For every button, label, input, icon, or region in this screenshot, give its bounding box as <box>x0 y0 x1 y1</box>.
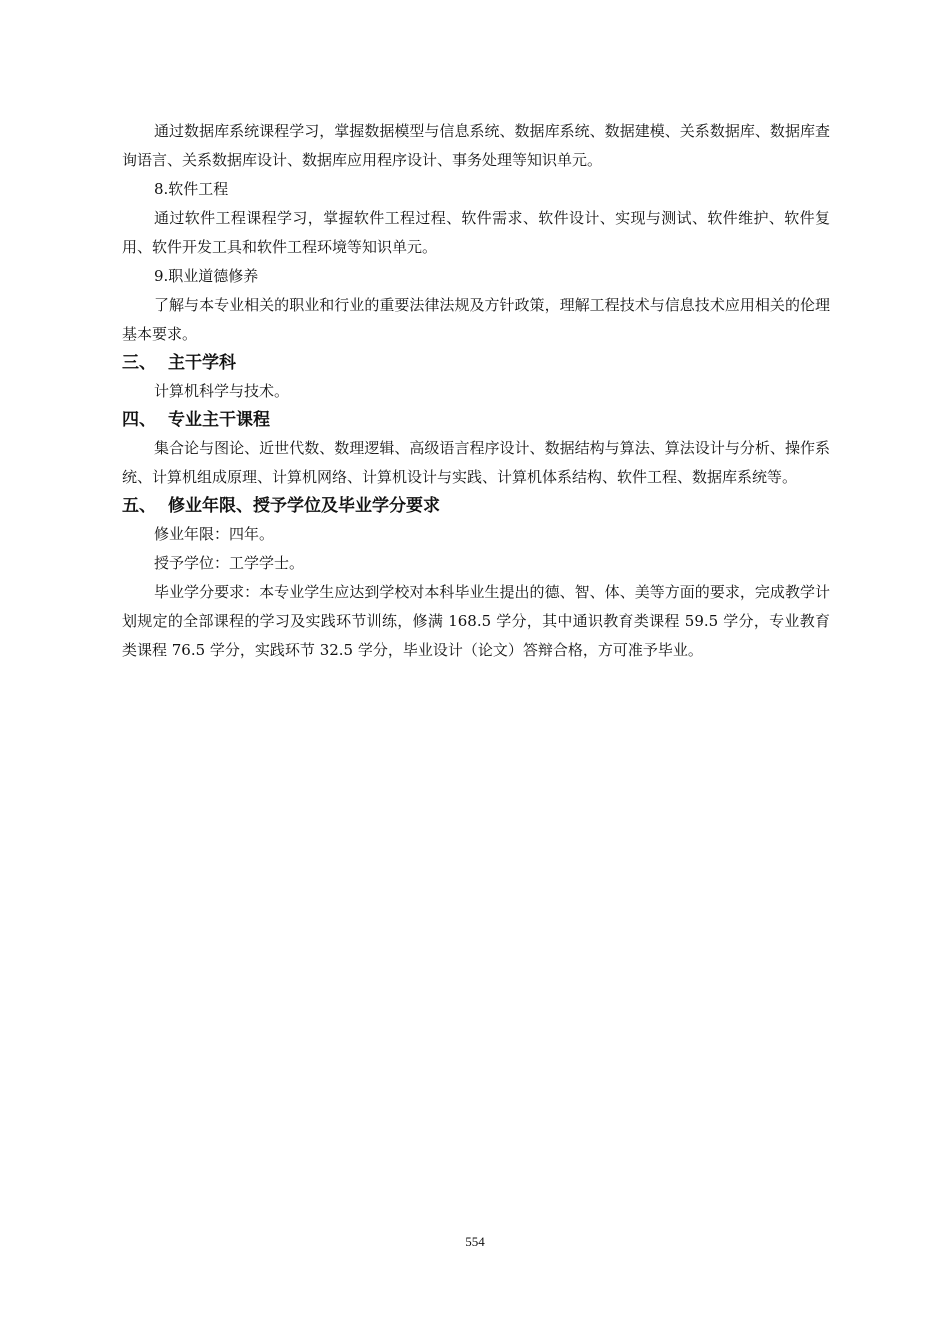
page-content <box>122 117 830 665</box>
software-engineering-description: 通过软件工程课程学习，掌握软件工程过程、软件需求、软件设计、实现与测试、软件维护、软件复用、软件开发工具和软件工程环境等知识单元。 <box>122 209 830 256</box>
study-years-text: 修业年限：四年。 <box>154 525 275 543</box>
degree-awarded-text: 授予学位：工学学士。 <box>154 554 305 572</box>
credit-requirements-text: 毕业学分要求：本专业学生应达到学校对本科毕业生提出的德、智、体、美等方面的要求，完成教学计划规定的全部课程的学习及实践环节训练，修满 168.5 学分，其中通识教育类课程 59.5 学分，专业教育类课程 76.5 学分，实践环节 32.5 学分，毕业设计（论文）答辩合格，方可准予毕业。 <box>122 583 830 659</box>
core-courses-text: 集合论与图论、近世代数、数理逻辑、高级语言程序设计、数据结构与算法、算法设计与分析、操作系统、计算机组成原理、计算机网络、计算机设计与实践、计算机体系结构、软件工程、数据库系统等。 <box>122 439 830 486</box>
section-title: 修业年限、授予学位及毕业学分要求 <box>168 496 440 516</box>
section-number: 三、 <box>122 353 156 373</box>
software-engineering-title: 8.软件工程 <box>154 180 229 198</box>
page-number: 554 <box>465 1234 485 1249</box>
ethics-title: 9.职业道德修养 <box>154 267 259 285</box>
section-number: 五、 <box>122 496 156 516</box>
section-title: 专业主干课程 <box>168 410 270 430</box>
database-course-description: 通过数据库系统课程学习，掌握数据模型与信息系统、数据库系统、数据建模、关系数据库、数据库查询语言、关系数据库设计、数据库应用程序设计、事务处理等知识单元。 <box>122 122 830 169</box>
section-title: 主干学科 <box>168 353 236 373</box>
ethics-description: 了解与本专业相关的职业和行业的重要法律法规及方针政策，理解工程技术与信息技术应用相关的伦理基本要求。 <box>122 296 830 343</box>
section-heading-core-courses <box>122 406 830 434</box>
main-discipline-text: 计算机科学与技术。 <box>154 382 290 400</box>
section-heading-main-discipline <box>122 349 830 377</box>
section-heading-degree-requirements <box>122 492 830 520</box>
section-number: 四、 <box>122 410 156 430</box>
